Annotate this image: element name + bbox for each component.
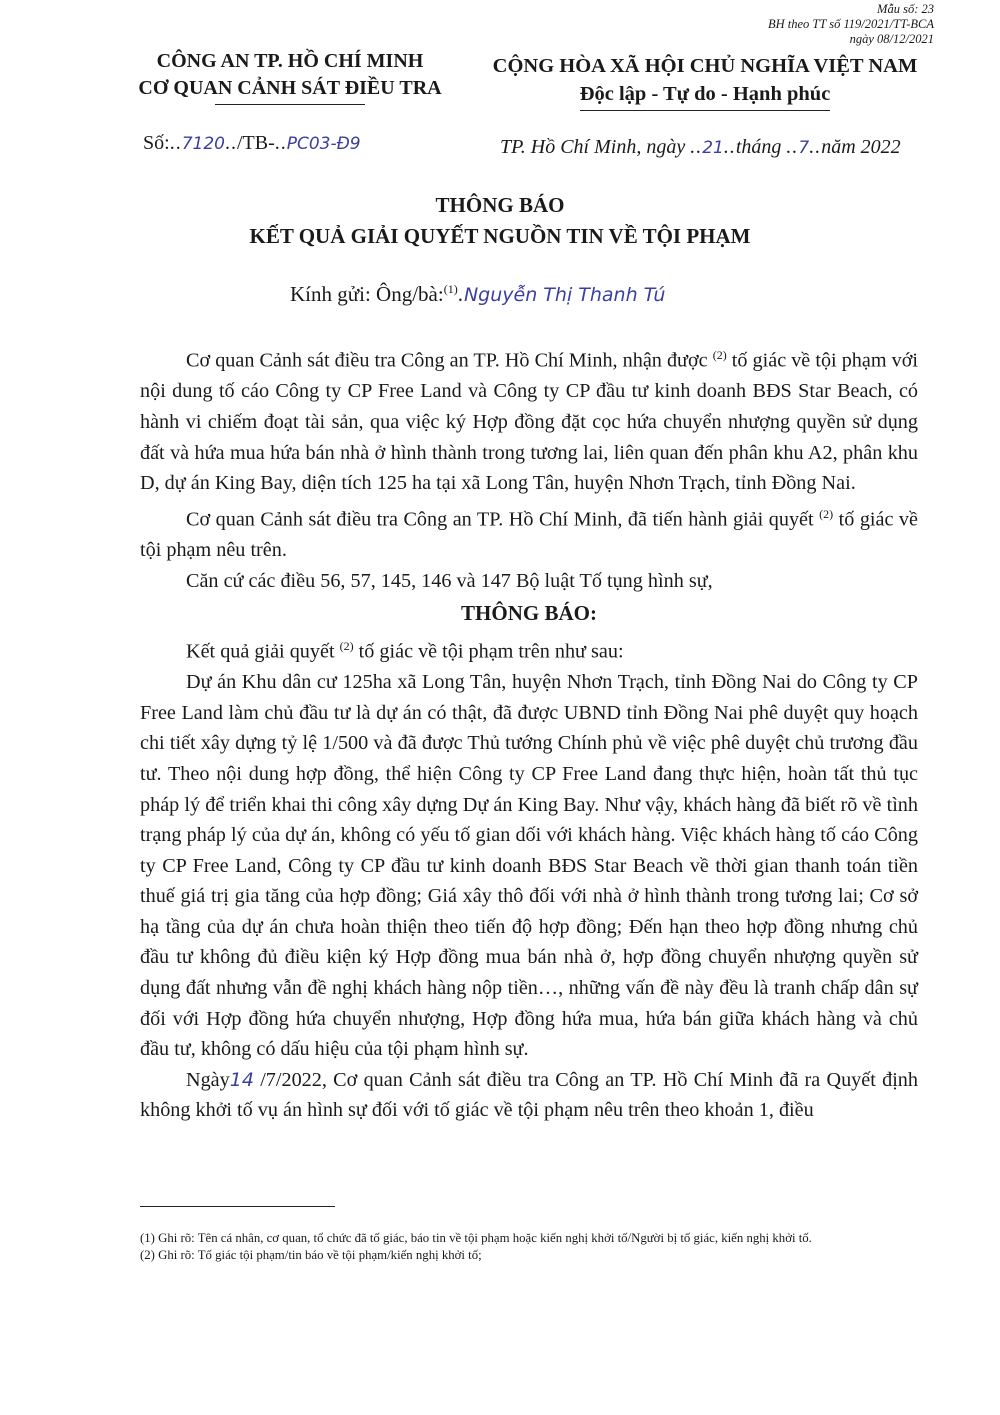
national-header [470,52,940,111]
text-run: Ngày [186,1068,230,1091]
doc-number-mid: /TB- [236,132,275,154]
doc-unit-handwritten: PC03-Đ9 [286,134,361,154]
form-circular: BH theo TT số 119/2021/TT-BCA [768,17,934,31]
footnote-ref: (2) [339,638,354,653]
text-run: tố giác về tội phạm nêu trên. [140,508,918,562]
date-day-handwritten: 21 [702,138,724,158]
date-text-year: năm 2022 [821,136,901,158]
paragraph-findings: Dự án Khu dân cư 125ha xã Long Tân, huyện Nhơn Trạch, tỉnh Đồng Nai do Công ty CP Free Land làm chủ đầu tư là dự án có thật, đã được UBND tỉnh Đồng Nai phê duyệt quy hoạch chi tiết xây dựng tỷ lệ 1/500 và đã được Thủ tướng Chính phủ về việc phê duyệt chủ trương đầu tư. Theo nội dung hợp đồng, thể hiện Công ty CP Free Land đang thực hiện, hoàn tất thủ tục pháp lý để triển khai thi công xây dựng Dự án King Bay. Như vậy, khách hàng đã biết rõ về tình trạng pháp lý của dự án, không có yếu tố gian dối với khách hàng. Việc khách hàng tố cáo Công ty CP Free Land, Công ty CP đầu tư kinh doanh BĐS Star Beach về thời gian thanh toán tiền thuế giá trị gia tăng của hợp đồng; Giá xây thô đối với nhà ở hình thành trong tương lai; Cơ sở hạ tầng của dự án chưa hoàn thiện theo tiến độ hợp đồng; Đến hạn theo hợp đồng nhưng chủ đầu tư không đủ điều kiện ký Hợp đồng mua bán nhà ở, hợp đồng chuyển nhượng quyền sử dụng đất nhưng vẫn đề nghị khách hàng nộp tiền…, những vấn đề này đều là tranh chấp dân sự đối với Hợp đồng hứa chuyển nhượng, Hợp đồng hứa mua, hứa bán giữa khách hàng và chủ đầu tư, không có dấu hiệu của tội phạm hình sự. [140,671,918,1061]
section-heading: THÔNG BÁO: [461,601,597,626]
paragraph-decision [140,1065,918,1126]
footnote-ref: (2) [712,348,727,362]
doc-number-prefix: Số: [143,132,170,154]
decision-day-handwritten: 14 [229,1068,254,1091]
national-motto: Độc lập - Tự do - Hạnh phúc [580,80,831,111]
agency-name: CƠ QUAN CẢNH SÁT ĐIỀU TRA [138,77,442,99]
footnote-ref: (2) [819,506,834,521]
text-run: Cơ quan Cảnh sát điều tra Công an TP. Hồ Chí Minh, nhận được [186,349,713,372]
form-date: ngày 08/12/2021 [849,32,934,46]
text-run: tố giác về tội phạm trên như sau: [353,640,624,663]
recipient-line: Kính gửi: Ông/bà:$^{(1)}$.Nguyễn Thị Thanh Tú [290,282,666,306]
document-title: THÔNG BÁO [435,193,565,217]
form-number: Mẫu số: 23 [877,2,934,16]
form-template-reference [768,2,934,47]
document-date: TP. Hồ Chí Minh, ngày ..21..tháng ..7..năm 2022 [500,136,901,158]
footnote-divider [140,1206,335,1207]
text-run: tố giác về tội phạm với nội dung tố cáo Công ty CP Free Land và Công ty CP đầu tư kinh doanh BĐS Star Beach, có hành vi chiếm đoạt tài sản, qua việc ký Hợp đồng đặt cọc hứa chuyển nhượng quyền sử dụng đất và hứa mua hứa bán nhà ở hình thành trong tương lai, liên quan đến phân khu A2, phân khu D, dự án King Bay, diện tích 125 ha tại xã Long Tân, huyện Nhơn Trạch, tỉnh Đồng Nai. [140,349,918,495]
document-body [140,340,918,1126]
doc-number-handwritten: 7120 [181,134,225,154]
agency-parent: CÔNG AN TP. HỒ CHÍ MINH [156,50,424,72]
agency-underline [215,104,365,105]
date-text-month: tháng [735,136,787,158]
paragraph-legal-basis: Căn cứ các điều 56, 57, 145, 146 và 147 Bộ luật Tố tụng hình sự, [186,569,713,592]
footnote-ref: (1) [443,282,458,296]
paragraph-processing [140,499,918,566]
document-number: Số:..7120../TB-..PC03-Đ9 [143,132,361,154]
paragraph-receipt [140,340,918,499]
text-run: Kết quả giải quyết [186,640,340,663]
national-name: CỘNG HÒA XÃ HỘI CHỦ NGHĨA VIỆT NAM [492,55,918,77]
recipient-label: Kính gửi: Ông/bà: [290,282,444,306]
text-run: /7/2022, Cơ quan Cảnh sát điều tra Công an TP. Hồ Chí Minh đã ra Quyết định không khởi tố vụ án hình sự đối với tố giác về tội phạm nêu trên theo khoản 1, điều [140,1068,918,1122]
footnotes [140,1230,940,1263]
paragraph-result-intro [140,631,918,667]
footnote-2: (2) Ghi rõ: Tố giác tội phạm/tin báo về tội phạm/kiến nghị khởi tố; [140,1247,482,1262]
footnote-1: (1) Ghi rõ: Tên cá nhân, cơ quan, tổ chức đã tố giác, báo tin về tội phạm hoặc kiến nghị khởi tố/Người bị tố giác, kiến nghị khởi tố. [140,1231,812,1245]
date-month-handwritten: 7 [798,138,810,158]
date-text-prefix: TP. Hồ Chí Minh, ngày [500,136,691,158]
document-subtitle: KẾT QUẢ GIẢI QUYẾT NGUỒN TIN VỀ TỘI PHẠM [249,224,751,248]
issuing-agency [105,48,475,102]
text-run: Cơ quan Cảnh sát điều tra Công an TP. Hồ Chí Minh, đã tiến hành giải quyết [186,508,820,531]
recipient-name-handwritten: Nguyễn Thị Thanh Tú [463,284,666,306]
